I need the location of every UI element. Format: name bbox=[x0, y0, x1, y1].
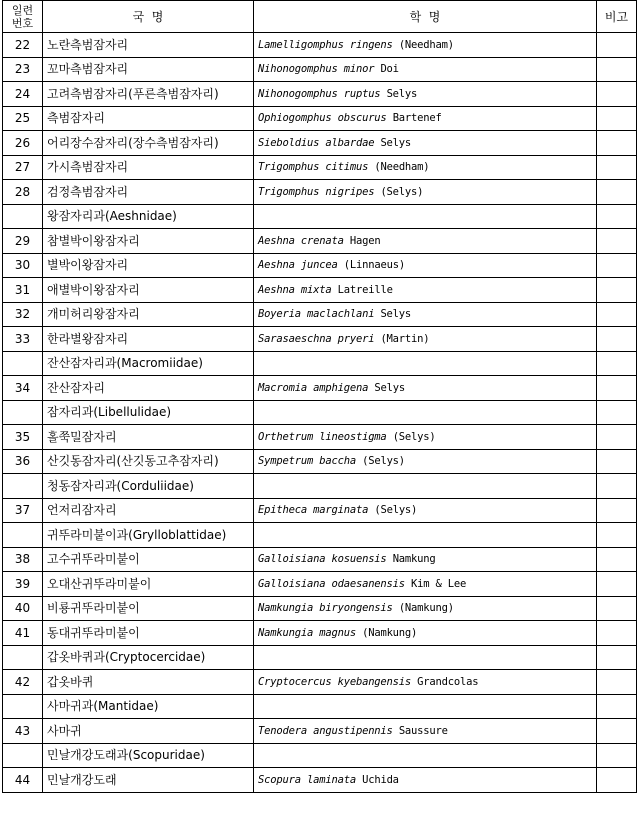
serial-number: 44 bbox=[14, 772, 31, 787]
table-row bbox=[3, 131, 637, 156]
scientific-name-author: (Selys) bbox=[362, 455, 405, 468]
family-row-spacer bbox=[254, 645, 597, 670]
family-heading bbox=[43, 694, 254, 719]
korean-name: 동대귀뚜라미붙이 bbox=[47, 625, 140, 640]
korean-name-cell bbox=[43, 155, 254, 180]
family-row-spacer bbox=[254, 523, 597, 548]
remarks-cell bbox=[597, 719, 637, 744]
family-row-spacer bbox=[597, 645, 637, 670]
table-row bbox=[3, 155, 637, 180]
scientific-name-author: Grandcolas bbox=[417, 675, 479, 688]
remarks-cell bbox=[597, 180, 637, 205]
family-row-spacer bbox=[597, 204, 637, 229]
korean-name-cell bbox=[43, 253, 254, 278]
family-row-spacer bbox=[3, 351, 43, 376]
serial-number: 36 bbox=[14, 454, 31, 469]
korean-name-cell bbox=[43, 596, 254, 621]
scientific-name-binomial: Cryptocercus kyebangensis bbox=[258, 675, 412, 688]
korean-name-cell bbox=[43, 57, 254, 82]
table-row bbox=[3, 596, 637, 621]
remarks-cell bbox=[597, 82, 637, 107]
remarks-cell bbox=[597, 131, 637, 156]
header-scientific-name bbox=[254, 1, 597, 33]
family-heading-row bbox=[3, 204, 637, 229]
remarks-cell bbox=[597, 302, 637, 327]
korean-name-cell bbox=[43, 106, 254, 131]
table-row bbox=[3, 376, 637, 401]
scientific-name-cell bbox=[254, 572, 597, 597]
scientific-name-author: (Needham) bbox=[374, 161, 430, 174]
korean-name-cell bbox=[43, 33, 254, 58]
scientific-name-cell bbox=[254, 229, 597, 254]
korean-name: 개미허리왕잠자리 bbox=[47, 307, 140, 322]
korean-name: 산깃동잠자리(산깃동고추잠자리) bbox=[47, 454, 219, 469]
remarks-cell bbox=[597, 33, 637, 58]
remarks-cell bbox=[597, 498, 637, 523]
family-heading-text: 민날개강도래과(Scopuridae) bbox=[47, 748, 205, 763]
serial-number-cell bbox=[3, 253, 43, 278]
scientific-name-author: Saussure bbox=[398, 724, 448, 737]
korean-name: 민날개강도래 bbox=[47, 772, 117, 787]
family-row-spacer bbox=[597, 694, 637, 719]
scientific-name-cell bbox=[254, 449, 597, 474]
family-heading-text: 잠자리과(Libellulidae) bbox=[47, 405, 172, 420]
scientific-name-author: Selys bbox=[380, 136, 412, 149]
korean-name: 홀쭉밀잠자리 bbox=[47, 429, 117, 444]
korean-name-cell bbox=[43, 449, 254, 474]
korean-name: 검정측범잠자리 bbox=[47, 184, 129, 199]
scientific-name-cell bbox=[254, 547, 597, 572]
korean-name-cell bbox=[43, 278, 254, 303]
table-row bbox=[3, 572, 637, 597]
table-row bbox=[3, 57, 637, 82]
serial-number: 38 bbox=[14, 552, 31, 567]
scientific-name-author: (Selys) bbox=[380, 185, 424, 198]
family-row-spacer bbox=[3, 204, 43, 229]
scientific-name-author: Selys bbox=[386, 87, 418, 100]
family-row-spacer bbox=[3, 400, 43, 425]
serial-number-cell bbox=[3, 82, 43, 107]
korean-name: 오대산귀뚜라미붙이 bbox=[47, 576, 152, 591]
serial-number: 34 bbox=[14, 380, 31, 395]
serial-number: 28 bbox=[14, 184, 31, 199]
table-row bbox=[3, 425, 637, 450]
korean-name-cell bbox=[43, 547, 254, 572]
family-row-spacer bbox=[254, 351, 597, 376]
serial-number: 37 bbox=[14, 503, 31, 518]
family-row-spacer bbox=[3, 743, 43, 768]
serial-number-cell bbox=[3, 180, 43, 205]
family-row-spacer bbox=[254, 743, 597, 768]
remarks-cell bbox=[597, 229, 637, 254]
family-row-spacer bbox=[597, 523, 637, 548]
family-heading-row bbox=[3, 743, 637, 768]
table-row bbox=[3, 82, 637, 107]
remarks-cell bbox=[597, 768, 637, 793]
remarks-cell bbox=[597, 155, 637, 180]
serial-number-cell bbox=[3, 621, 43, 646]
korean-name: 고려측범잠자리(푸른측범잠자리) bbox=[47, 86, 219, 101]
scientific-name-author: Bartenef bbox=[392, 112, 442, 125]
scientific-name-binomial: Scopura laminata bbox=[258, 773, 356, 786]
scientific-name-author: Latreille bbox=[337, 283, 393, 296]
family-heading bbox=[43, 523, 254, 548]
family-row-spacer bbox=[597, 400, 637, 425]
scientific-name-cell bbox=[254, 327, 597, 352]
serial-number: 32 bbox=[14, 307, 31, 322]
korean-name-cell bbox=[43, 621, 254, 646]
header-korean-name-text: 국 명 bbox=[132, 9, 164, 24]
serial-number-cell bbox=[3, 106, 43, 131]
serial-number-cell bbox=[3, 278, 43, 303]
family-row-spacer bbox=[3, 523, 43, 548]
scientific-name-author: Namkung bbox=[392, 553, 436, 566]
serial-number-cell bbox=[3, 670, 43, 695]
scientific-name-binomial: Galloisiana odaesanensis bbox=[258, 577, 405, 590]
scientific-name-author: (Namkung) bbox=[398, 602, 454, 615]
korean-name-cell bbox=[43, 425, 254, 450]
korean-name-cell bbox=[43, 327, 254, 352]
korean-name: 별박이왕잠자리 bbox=[47, 258, 129, 273]
family-row-spacer bbox=[254, 400, 597, 425]
family-row-spacer bbox=[254, 204, 597, 229]
table-body bbox=[3, 33, 637, 793]
header-serial-number-text: 일련 번호 bbox=[11, 3, 34, 30]
korean-name-cell bbox=[43, 82, 254, 107]
scientific-name-binomial: Galloisiana kosuensis bbox=[258, 553, 387, 566]
family-heading-text: 귀뚜라미붙이과(Grylloblattidae) bbox=[47, 527, 227, 542]
scientific-name-cell bbox=[254, 278, 597, 303]
family-heading bbox=[43, 351, 254, 376]
family-heading-text: 갑옷바퀴과(Cryptocercidae) bbox=[47, 650, 206, 665]
family-heading-row bbox=[3, 645, 637, 670]
scientific-name-binomial: Tenodera angustipennis bbox=[258, 724, 393, 737]
table-row bbox=[3, 278, 637, 303]
scientific-name-cell bbox=[254, 33, 597, 58]
scientific-name-cell bbox=[254, 376, 597, 401]
serial-number-cell bbox=[3, 596, 43, 621]
serial-number: 29 bbox=[14, 233, 31, 248]
scientific-name-cell bbox=[254, 768, 597, 793]
scientific-name-author: Selys bbox=[374, 381, 405, 394]
scientific-name-binomial: Aeshna juncea bbox=[258, 259, 338, 272]
serial-number-cell bbox=[3, 33, 43, 58]
serial-number: 41 bbox=[14, 625, 31, 640]
scientific-name-cell bbox=[254, 302, 597, 327]
scientific-name-author: (Namkung) bbox=[362, 626, 418, 639]
table-row bbox=[3, 449, 637, 474]
scientific-name-binomial: Boyeria maclachlani bbox=[258, 308, 375, 321]
scientific-name-binomial: Nihonogomphus minor bbox=[258, 63, 375, 76]
remarks-cell bbox=[597, 376, 637, 401]
scientific-name-binomial: Nihonogomphus ruptus bbox=[258, 87, 381, 100]
remarks-cell bbox=[597, 327, 637, 352]
scientific-name-cell bbox=[254, 155, 597, 180]
scientific-name-binomial: Aeshna crenata bbox=[258, 234, 344, 247]
family-heading-text: 사마귀과(Mantidae) bbox=[47, 699, 159, 714]
table-row bbox=[3, 547, 637, 572]
family-row-spacer bbox=[3, 694, 43, 719]
family-heading-row bbox=[3, 351, 637, 376]
family-row-spacer bbox=[597, 743, 637, 768]
serial-number-cell bbox=[3, 547, 43, 572]
serial-number: 31 bbox=[14, 282, 31, 297]
serial-number: 24 bbox=[14, 86, 31, 101]
scientific-name-cell bbox=[254, 106, 597, 131]
serial-number-cell bbox=[3, 327, 43, 352]
serial-number: 27 bbox=[14, 160, 31, 175]
serial-number-cell bbox=[3, 498, 43, 523]
korean-name-cell bbox=[43, 229, 254, 254]
family-heading bbox=[43, 400, 254, 425]
table-row bbox=[3, 180, 637, 205]
serial-number: 42 bbox=[14, 674, 31, 689]
serial-number-cell bbox=[3, 425, 43, 450]
korean-name: 꼬마측범잠자리 bbox=[47, 62, 129, 77]
scientific-name-binomial: Trigomphus nigripes bbox=[258, 185, 375, 198]
serial-number: 22 bbox=[14, 37, 31, 52]
scientific-name-cell bbox=[254, 180, 597, 205]
remarks-cell bbox=[597, 253, 637, 278]
serial-number: 33 bbox=[14, 331, 31, 346]
family-heading-text: 잔산잠자리과(Macromiidae) bbox=[47, 356, 203, 371]
scientific-name-author: Selys bbox=[380, 308, 412, 321]
serial-number-cell bbox=[3, 572, 43, 597]
table-row bbox=[3, 327, 637, 352]
scientific-name-binomial: Sarasaeschna pryeri bbox=[258, 332, 375, 345]
family-heading-row bbox=[3, 400, 637, 425]
korean-name: 참별박이왕잠자리 bbox=[47, 233, 140, 248]
serial-number: 40 bbox=[14, 601, 31, 616]
remarks-cell bbox=[597, 547, 637, 572]
family-heading bbox=[43, 474, 254, 499]
korean-name: 한라별왕잠자리 bbox=[47, 331, 129, 346]
scientific-name-author: Kim & Lee bbox=[411, 577, 467, 590]
serial-number: 26 bbox=[14, 135, 31, 150]
remarks-cell bbox=[597, 106, 637, 131]
table-row bbox=[3, 229, 637, 254]
family-heading-row bbox=[3, 474, 637, 499]
remarks-cell bbox=[597, 670, 637, 695]
serial-number-cell bbox=[3, 719, 43, 744]
scientific-name-binomial: Orthetrum lineostigma bbox=[258, 430, 387, 443]
serial-number: 23 bbox=[14, 62, 31, 77]
scientific-name-binomial: Macromia amphigena bbox=[258, 381, 369, 394]
scientific-name-author: (Martin) bbox=[380, 332, 430, 345]
species-table bbox=[2, 0, 637, 793]
scientific-name-cell bbox=[254, 719, 597, 744]
serial-number-cell bbox=[3, 449, 43, 474]
korean-name-cell bbox=[43, 498, 254, 523]
table-row bbox=[3, 253, 637, 278]
remarks-cell bbox=[597, 621, 637, 646]
family-row-spacer bbox=[254, 694, 597, 719]
family-row-spacer bbox=[597, 351, 637, 376]
serial-number-cell bbox=[3, 768, 43, 793]
serial-number: 35 bbox=[14, 429, 31, 444]
header-korean-name bbox=[43, 1, 254, 33]
family-row-spacer bbox=[597, 474, 637, 499]
scientific-name-author: Hagen bbox=[349, 234, 381, 247]
family-row-spacer bbox=[3, 474, 43, 499]
header-remarks bbox=[597, 1, 637, 33]
remarks-cell bbox=[597, 596, 637, 621]
korean-name-cell bbox=[43, 180, 254, 205]
korean-name: 애별박이왕잠자리 bbox=[47, 282, 140, 297]
scientific-name-cell bbox=[254, 670, 597, 695]
korean-name: 가시측범잠자리 bbox=[47, 160, 129, 175]
remarks-cell bbox=[597, 425, 637, 450]
family-heading bbox=[43, 645, 254, 670]
scientific-name-author: (Linnaeus) bbox=[343, 259, 405, 272]
scientific-name-cell bbox=[254, 131, 597, 156]
scientific-name-author: Uchida bbox=[362, 773, 399, 786]
table-row bbox=[3, 302, 637, 327]
serial-number-cell bbox=[3, 155, 43, 180]
header-serial-number bbox=[3, 1, 43, 33]
scientific-name-binomial: Namkungia biryongensis bbox=[258, 602, 393, 615]
scientific-name-binomial: Sympetrum baccha bbox=[258, 455, 356, 468]
table-row bbox=[3, 106, 637, 131]
family-heading-row bbox=[3, 523, 637, 548]
serial-number: 39 bbox=[14, 576, 31, 591]
serial-number: 30 bbox=[14, 258, 31, 273]
korean-name: 언저리잠자리 bbox=[47, 503, 117, 518]
table-row bbox=[3, 621, 637, 646]
korean-name-cell bbox=[43, 131, 254, 156]
scientific-name-binomial: Namkungia magnus bbox=[258, 626, 356, 639]
korean-name: 사마귀 bbox=[47, 723, 82, 738]
scientific-name-cell bbox=[254, 621, 597, 646]
scientific-name-author: (Selys) bbox=[374, 504, 418, 517]
remarks-cell bbox=[597, 57, 637, 82]
scientific-name-author: (Selys) bbox=[392, 430, 436, 443]
korean-name: 노란측범잠자리 bbox=[47, 37, 129, 52]
table-row bbox=[3, 33, 637, 58]
family-heading-text: 청동잠자리과(Corduliidae) bbox=[47, 478, 194, 493]
korean-name: 잔산잠자리 bbox=[47, 380, 105, 395]
korean-name: 고수귀뚜라미붙이 bbox=[47, 552, 140, 567]
table-row bbox=[3, 719, 637, 744]
korean-name-cell bbox=[43, 572, 254, 597]
table-row bbox=[3, 498, 637, 523]
family-heading-row bbox=[3, 694, 637, 719]
korean-name: 어리장수잠자리(장수측범잠자리) bbox=[47, 135, 219, 150]
serial-number-cell bbox=[3, 376, 43, 401]
scientific-name-binomial: Lamelligomphus ringens bbox=[258, 38, 393, 51]
korean-name-cell bbox=[43, 670, 254, 695]
serial-number-cell bbox=[3, 229, 43, 254]
korean-name-cell bbox=[43, 302, 254, 327]
korean-name: 측범잠자리 bbox=[47, 111, 105, 126]
serial-number-cell bbox=[3, 57, 43, 82]
remarks-cell bbox=[597, 449, 637, 474]
korean-name: 비룡귀뚜라미붙이 bbox=[47, 601, 140, 616]
scientific-name-binomial: Sieboldius albardae bbox=[258, 136, 375, 149]
scientific-name-cell bbox=[254, 498, 597, 523]
scientific-name-binomial: Ophiogomphus obscurus bbox=[258, 112, 387, 125]
serial-number: 25 bbox=[14, 111, 31, 126]
scientific-name-author: (Needham) bbox=[398, 38, 454, 51]
scientific-name-author: Doi bbox=[380, 63, 399, 76]
family-heading-text: 왕잠자리과(Aeshnidae) bbox=[47, 209, 177, 224]
family-row-spacer bbox=[3, 645, 43, 670]
serial-number-cell bbox=[3, 131, 43, 156]
scientific-name-cell bbox=[254, 253, 597, 278]
scientific-name-cell bbox=[254, 425, 597, 450]
table-header-row bbox=[3, 1, 637, 33]
serial-number: 43 bbox=[14, 723, 31, 738]
serial-number-cell bbox=[3, 302, 43, 327]
scientific-name-binomial: Aeshna mixta bbox=[258, 283, 332, 296]
header-remarks-text: 비고 bbox=[604, 9, 629, 24]
scientific-name-cell bbox=[254, 596, 597, 621]
table-row bbox=[3, 768, 637, 793]
family-heading bbox=[43, 743, 254, 768]
scientific-name-cell bbox=[254, 57, 597, 82]
scientific-name-binomial: Trigomphus citimus bbox=[258, 161, 369, 174]
remarks-cell bbox=[597, 572, 637, 597]
korean-name-cell bbox=[43, 768, 254, 793]
remarks-cell bbox=[597, 278, 637, 303]
scientific-name-cell bbox=[254, 82, 597, 107]
korean-name: 갑옷바퀴 bbox=[47, 674, 94, 689]
scientific-name-binomial: Epitheca marginata bbox=[258, 504, 369, 517]
family-heading bbox=[43, 204, 254, 229]
korean-name-cell bbox=[43, 719, 254, 744]
header-scientific-name-text: 학 명 bbox=[409, 9, 441, 24]
family-row-spacer bbox=[254, 474, 597, 499]
korean-name-cell bbox=[43, 376, 254, 401]
table-row bbox=[3, 670, 637, 695]
